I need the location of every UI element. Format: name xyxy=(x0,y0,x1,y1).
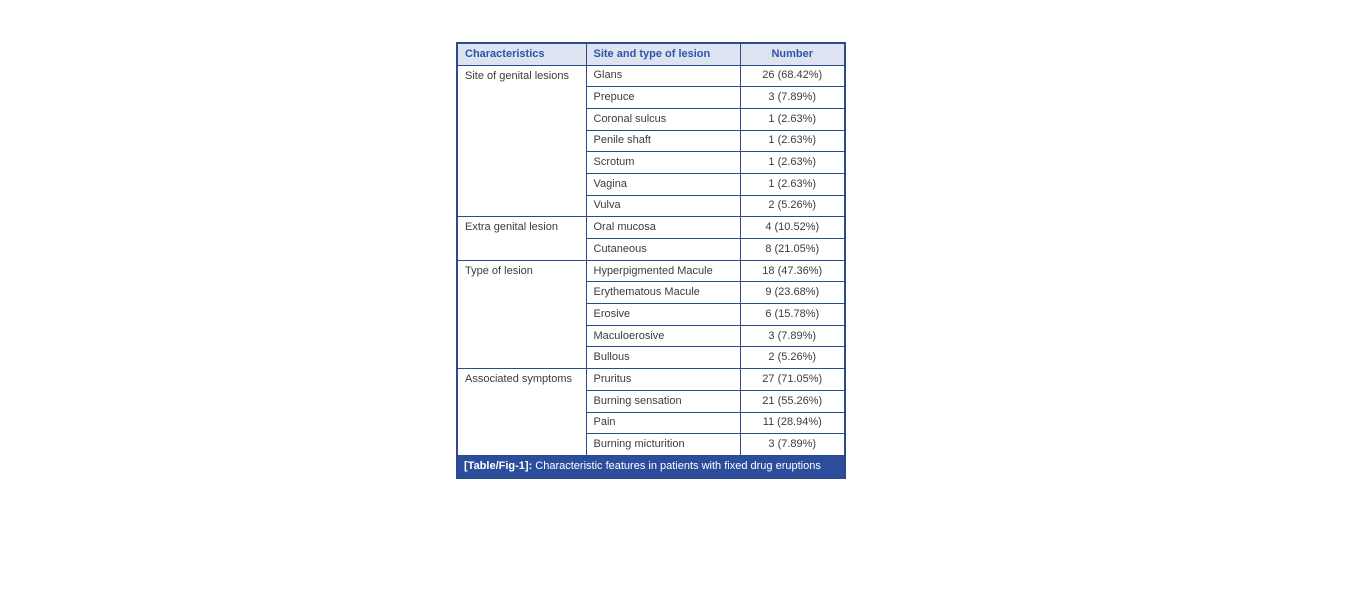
lesion-cell: Maculoerosive xyxy=(586,325,740,347)
number-cell: 2 (5.26%) xyxy=(740,195,845,217)
caption-row xyxy=(457,455,845,478)
characteristic-cell: Associated symptoms xyxy=(457,369,586,456)
lesion-cell: Penile shaft xyxy=(586,130,740,152)
col-header-site-type: Site and type of lesion xyxy=(586,43,740,65)
lesion-cell: Vulva xyxy=(586,195,740,217)
number-cell: 11 (28.94%) xyxy=(740,412,845,434)
caption-label: [Table/Fig-1]: xyxy=(464,460,533,473)
number-cell: 27 (71.05%) xyxy=(740,369,845,391)
number-cell: 1 (2.63%) xyxy=(740,173,845,195)
characteristic-cell: Type of lesion xyxy=(457,260,586,368)
number-cell: 3 (7.89%) xyxy=(740,87,845,109)
number-cell: 1 (2.63%) xyxy=(740,130,845,152)
number-cell: 1 (2.63%) xyxy=(740,152,845,174)
table-row xyxy=(457,65,845,87)
number-cell: 4 (10.52%) xyxy=(740,217,845,239)
table-caption xyxy=(457,455,845,478)
number-cell: 3 (7.89%) xyxy=(740,325,845,347)
lesion-cell: Glans xyxy=(586,65,740,87)
lesion-cell: Pruritus xyxy=(586,369,740,391)
number-cell: 21 (55.26%) xyxy=(740,390,845,412)
number-cell: 6 (15.78%) xyxy=(740,304,845,326)
number-cell: 9 (23.68%) xyxy=(740,282,845,304)
table-header-row xyxy=(457,43,845,65)
lesion-cell: Scrotum xyxy=(586,152,740,174)
lesion-cell: Bullous xyxy=(586,347,740,369)
lesion-cell: Burning sensation xyxy=(586,390,740,412)
number-cell: 8 (21.05%) xyxy=(740,239,845,261)
characteristics-table xyxy=(456,42,846,479)
caption-text: Characteristic features in patients with fixed drug eruptions xyxy=(532,460,821,473)
number-cell: 2 (5.26%) xyxy=(740,347,845,369)
lesion-cell: Prepuce xyxy=(586,87,740,109)
lesion-cell: Oral mucosa xyxy=(586,217,740,239)
lesion-cell: Coronal sulcus xyxy=(586,108,740,130)
characteristic-cell: Extra genital lesion xyxy=(457,217,586,260)
characteristic-cell: Site of genital lesions xyxy=(457,65,586,217)
col-header-number: Number xyxy=(740,43,845,65)
lesion-cell: Cutaneous xyxy=(586,239,740,261)
number-cell: 18 (47.36%) xyxy=(740,260,845,282)
table-row xyxy=(457,260,845,282)
col-header-characteristics: Characteristics xyxy=(457,43,586,65)
lesion-cell: Burning micturition xyxy=(586,434,740,456)
lesion-cell: Erosive xyxy=(586,304,740,326)
number-cell: 1 (2.63%) xyxy=(740,108,845,130)
lesion-cell: Pain xyxy=(586,412,740,434)
table-row xyxy=(457,217,845,239)
number-cell: 3 (7.89%) xyxy=(740,434,845,456)
lesion-cell: Vagina xyxy=(586,173,740,195)
number-cell: 26 (68.42%) xyxy=(740,65,845,87)
table-row xyxy=(457,369,845,391)
table-figure xyxy=(456,42,846,479)
lesion-cell: Erythematous Macule xyxy=(586,282,740,304)
lesion-cell: Hyperpigmented Macule xyxy=(586,260,740,282)
